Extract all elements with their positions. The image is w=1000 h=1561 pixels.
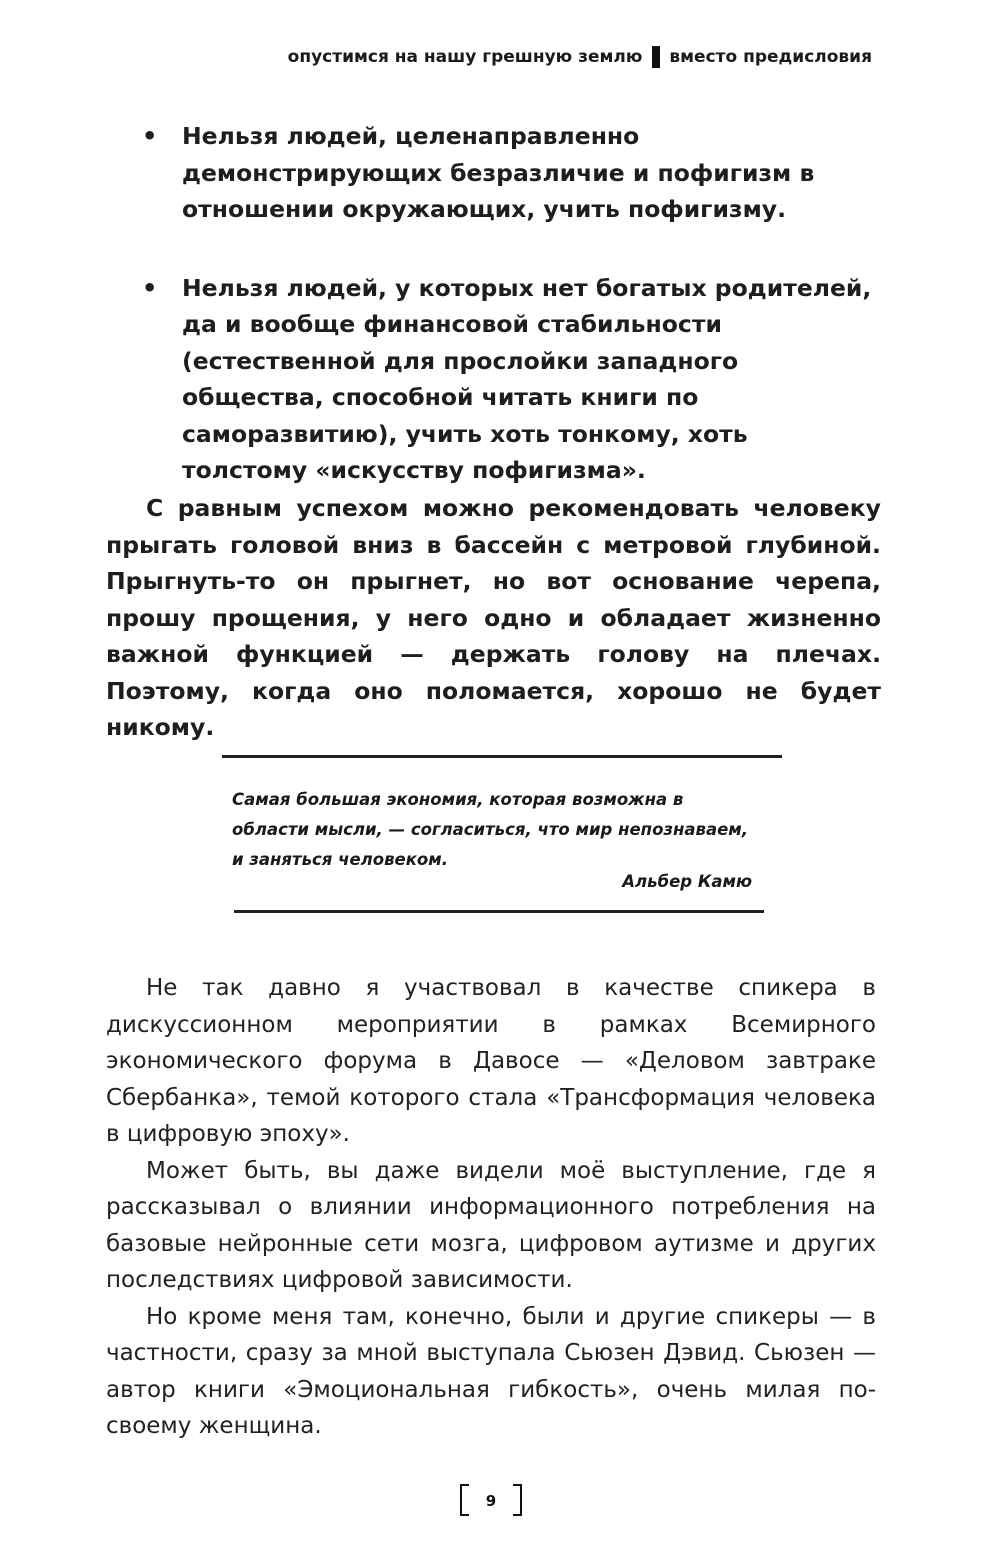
quote-top-rule bbox=[222, 755, 782, 758]
quote-text: Самая большая экономия, которая возможна в области мысли, — согласиться, что мир непознаваем, и заняться человеком. bbox=[232, 790, 749, 869]
bullet-text: Нельзя людей, целенаправленно демонстрирующих безразличие и пофигизм в отношении окружающих, учить пофигизму. bbox=[182, 122, 815, 223]
quote-bottom-rule bbox=[234, 910, 764, 913]
header-separator bbox=[652, 46, 660, 68]
quote-author: Альбер Камю bbox=[622, 872, 752, 891]
left-bracket-icon bbox=[460, 1484, 469, 1516]
body-text bbox=[106, 970, 876, 1445]
body-paragraph: Но кроме меня там, конечно, были и другие спикеры — в частности, сразу за мной выступала Сьюзен Дэвид. Сьюзен — автор книги «Эмоциональная гибкость», очень милая по-своему женщина. bbox=[106, 1303, 876, 1439]
bullet-text: Нельзя людей, у которых нет богатых родителей, да и вообще финансовой стабильности (естественной для прослойки западного общества, способной читать книги по саморазвитию), учить хоть тонкому, хоть толстому «искусству пофигизма». bbox=[182, 273, 872, 484]
chapter-title: опустимся на нашу грешную землю bbox=[287, 47, 643, 67]
page-number-value: 9 bbox=[485, 1492, 497, 1510]
body-paragraph: Может быть, вы даже видели моё выступление, где я рассказывал о влиянии информационного потребления на базовые нейронные сети мозга, цифровом аутизме и других последствиях цифровой зависимости. bbox=[106, 1157, 876, 1293]
bullet-item bbox=[142, 118, 877, 228]
bullet-item bbox=[142, 270, 877, 489]
epigraph-quote bbox=[222, 755, 792, 913]
bullet-icon: • bbox=[142, 273, 158, 302]
bullet-icon: • bbox=[142, 122, 158, 150]
body-paragraph: Не так давно я участвовал в качестве спикера в дискуссионном мероприятии в рамках Всемирного экономического форума в Давосе — «Деловом завтраке Сбербанка», темой которого стала «Трансформация человека в цифровую эпоху». bbox=[106, 975, 876, 1147]
running-head bbox=[288, 46, 872, 68]
right-bracket-icon bbox=[513, 1484, 522, 1516]
bullet-list bbox=[142, 118, 877, 531]
page-number bbox=[460, 1484, 522, 1518]
bold-paragraph: С равным успехом можно рекомендовать человеку прыгать головой вниз в бассейн с метровой глубиной. Прыгнуть-то он прыгнет, но вот основание черепа, прошу прощения, у него одно и обладает жизненно важной функцией — держать голову на плечах. Поэтому, когда оно поломается, хорошо не будет никому. bbox=[106, 494, 881, 741]
section-title: вместо предисловия bbox=[669, 47, 872, 67]
